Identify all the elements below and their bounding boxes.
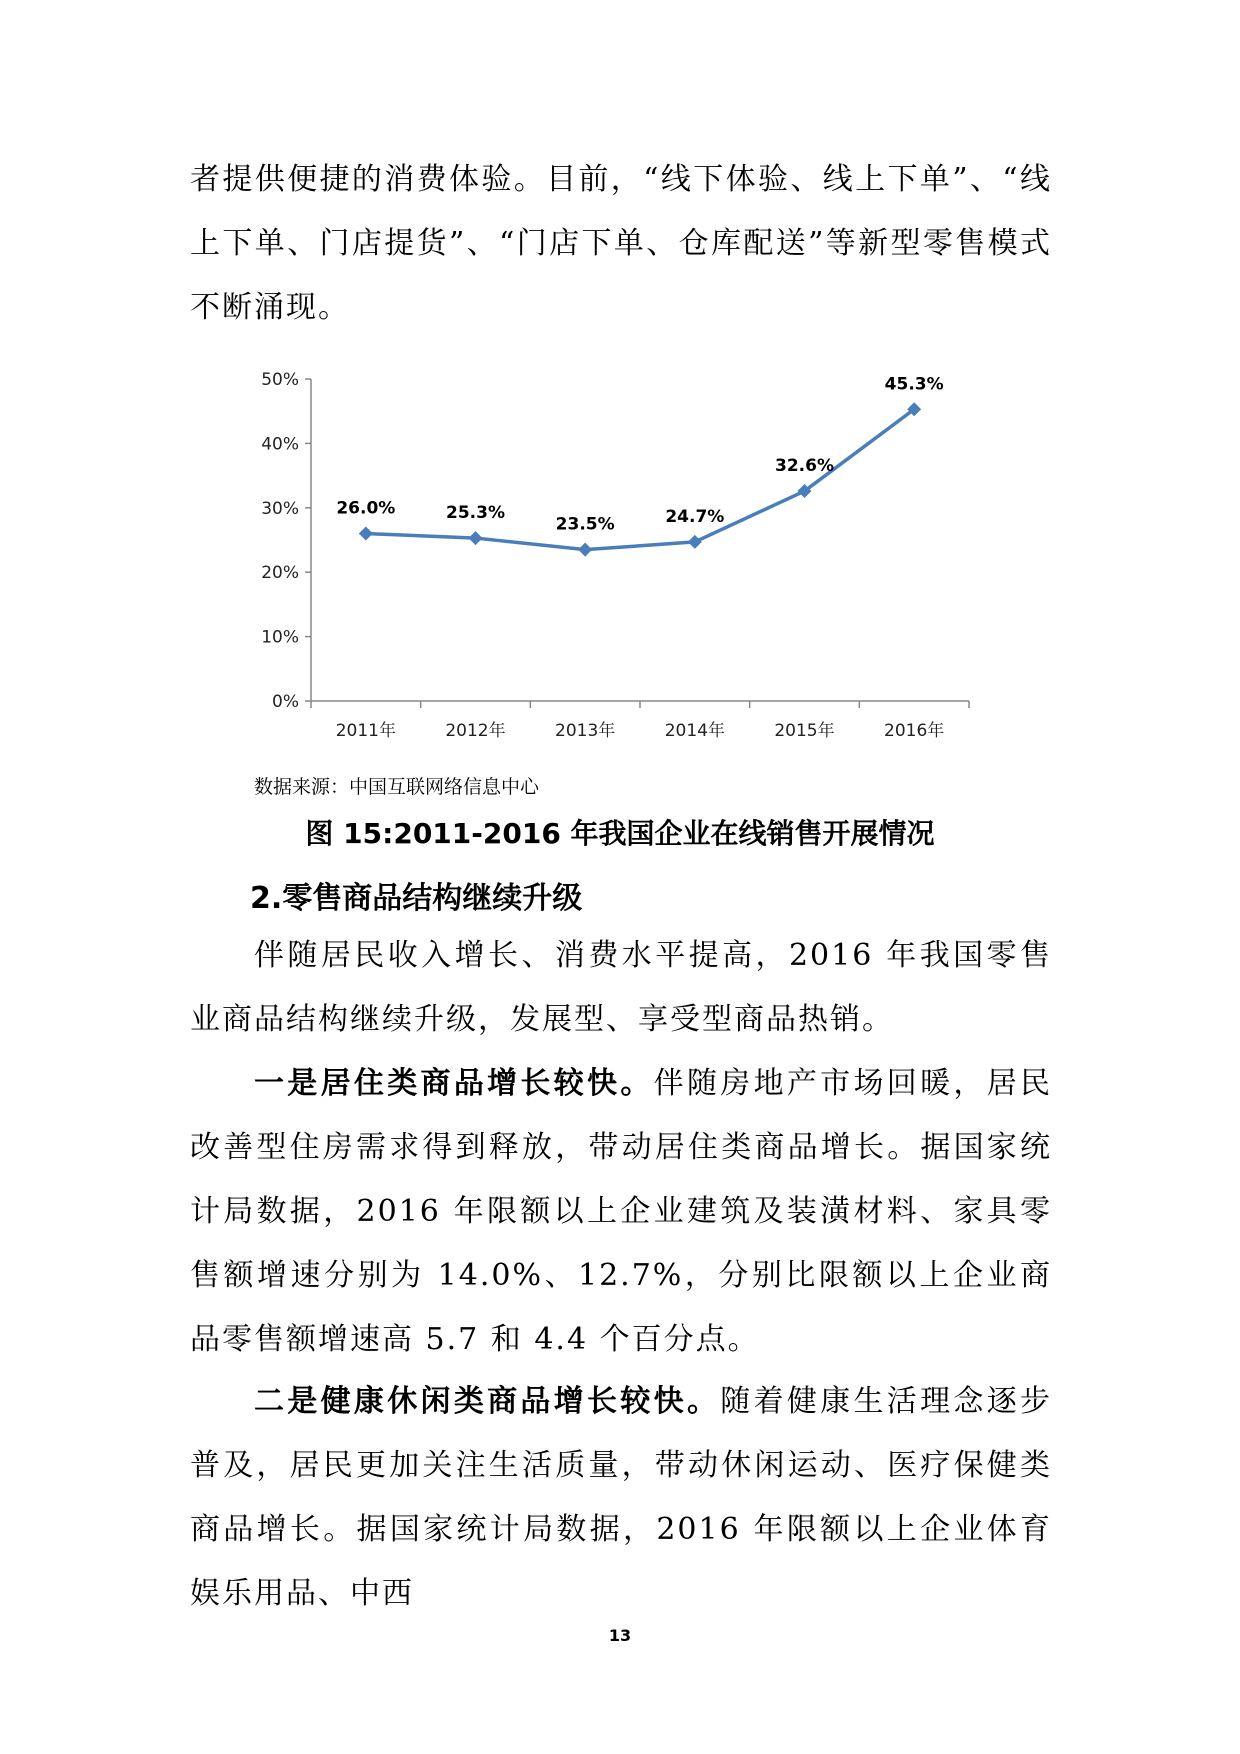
section-heading: 2.零售商品结构继续升级 — [250, 881, 583, 916]
data-label: 26.0% — [336, 498, 396, 519]
data-point — [578, 543, 592, 557]
x-tick-label: 2016年 — [884, 721, 945, 741]
x-tick-label: 2014年 — [664, 721, 725, 741]
paragraph-3-lead: 二是健康休闲类商品增长较快。 — [254, 1384, 721, 1419]
x-tick-label: 2011年 — [335, 721, 396, 741]
data-label: 32.6% — [775, 456, 834, 477]
x-tick-label: 2013年 — [555, 721, 616, 741]
x-tick-labels — [336, 720, 945, 741]
chart-axes — [305, 379, 969, 708]
y-tick-label: 20% — [261, 563, 299, 584]
y-tick-labels — [261, 370, 299, 712]
x-tick-label: 2015年 — [774, 721, 835, 741]
paragraph-3 — [190, 1370, 1052, 1626]
y-tick-label: 10% — [261, 627, 299, 648]
x-tick-label: 2012年 — [445, 721, 506, 741]
data-source: 数据来源：中国互联网络信息中心 — [254, 776, 540, 798]
y-tick-label: 0% — [272, 692, 299, 712]
data-point — [688, 535, 702, 549]
figure-caption: 图 15:2011-2016 年我国企业在线销售开展情况 — [305, 817, 935, 850]
data-label: 24.7% — [665, 506, 725, 527]
y-tick-label: 50% — [261, 370, 299, 390]
y-tick-label: 40% — [261, 434, 299, 455]
data-label: 45.3% — [884, 374, 944, 395]
series-markers — [359, 402, 921, 556]
paragraph-3-text: 随着健康生活理念逐步普及，居民更加关注生活质量，带动休闲运动、医疗保健类商品增长。据国家统计局数据，2016 年限额以上企业体育娱乐用品、中西 — [190, 1384, 1053, 1611]
y-tick-label: 30% — [261, 498, 299, 519]
paragraph-2 — [190, 1052, 1052, 1372]
data-point — [359, 527, 373, 541]
page-number: 13 — [608, 1626, 632, 1645]
paragraph-2-text: 伴随房地产市场回暖，居民改善型住房需求得到释放，带动居住类商品增长。据国家统计局数据，2016 年限额以上企业建筑及装潢材料、家具零售额增速分别为 14.0%、12.7%，分别比限额以上企业商品零售额增速高 5.7 和 4.4 个百分点。 — [190, 1066, 1053, 1357]
data-label: 25.3% — [446, 503, 505, 524]
paragraph-1: 伴随居民收入增长、消费水平提高，2016 年我国零售业商品结构继续升级，发展型、享受型商品热销。 — [190, 938, 1052, 1037]
online-sales-line-chart — [240, 360, 980, 770]
data-label: 23.5% — [555, 514, 615, 535]
intro-paragraph: 者提供便捷的消费体验。目前，“线下体验、线上下单”、“线上下单、门店提货”、“门店下单、仓库配送”等新型零售模式不断涌现。 — [190, 162, 1052, 325]
paragraph-2-lead: 一是居住类商品增长较快。 — [254, 1066, 654, 1101]
data-point — [469, 531, 483, 545]
series-line — [366, 409, 914, 549]
